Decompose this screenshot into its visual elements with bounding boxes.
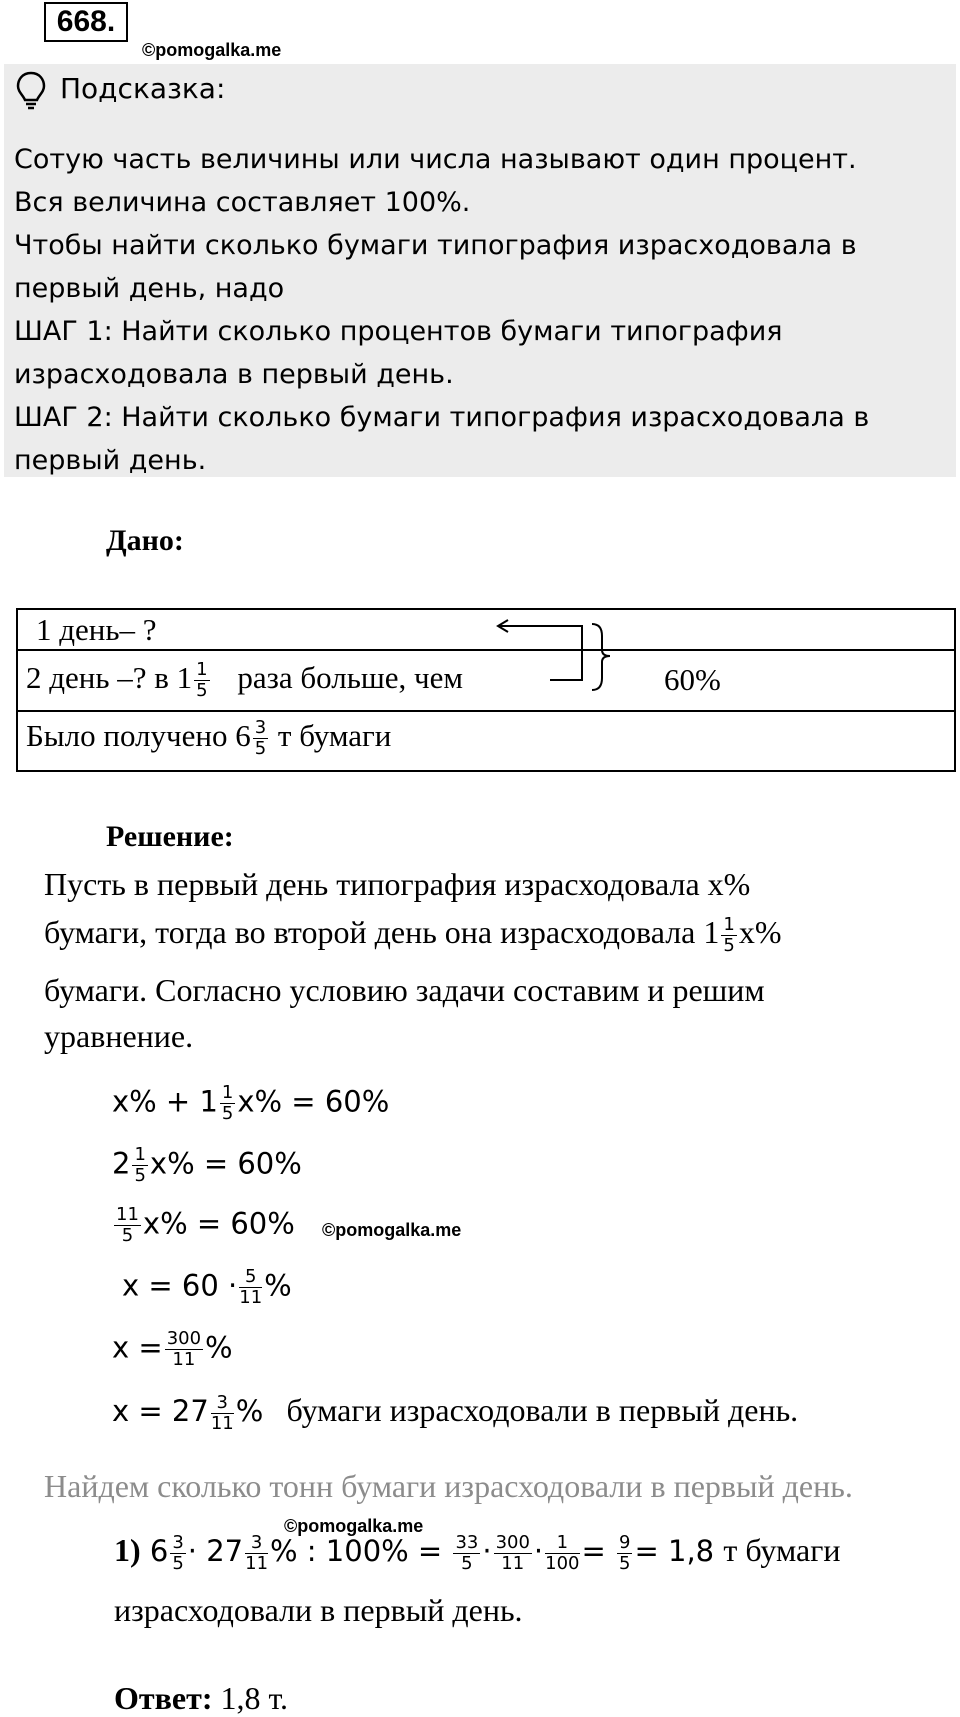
hint-line: первый день.	[14, 445, 207, 476]
hint-line: Чтобы найти сколько бумаги типография израсходовала в	[14, 230, 857, 261]
find-line: Найдем сколько тонн бумаги израсходовали в первый день.	[44, 1468, 853, 1504]
solution-text: бумаги. Согласно условию задачи составим и решим	[44, 972, 765, 1008]
problem-number: 668.	[44, 2, 128, 42]
hint-line: первый день, надо	[14, 273, 285, 304]
table-divider	[16, 649, 956, 651]
given-percent: 60%	[664, 662, 721, 697]
equation-6: x = 27 $\frac{3}{11}$ % бумаги израсходовали в первый день.	[112, 1391, 799, 1434]
hint-line: Сотую часть величины или числа называют один процент.	[14, 144, 857, 175]
given-heading: Дано:	[106, 524, 184, 557]
watermark: ©pomogalka.me	[284, 1516, 424, 1536]
equation-2: 2 $\frac{1}{5}$ x% = 60%	[112, 1144, 302, 1186]
hint-step-2: ШАГ 2: Найти сколько бумаги типография израсходовала в	[14, 402, 870, 433]
watermark: ©pomogalka.me	[322, 1220, 462, 1240]
calculation-step-1: 1) 6 $\frac{3}{5}$ · 27 $\frac{3}{11}$ % : 100% = $\frac{33}{5}$ · $\frac{300}{11}$ · $\frac{1}{100}$ = $\frac{9}{5}$ = 1,8 т бумаги	[114, 1531, 841, 1574]
hint-line: израсходовала в первый день.	[14, 359, 454, 390]
lightbulb-icon	[14, 70, 48, 110]
equation-4: x = 60 · $\frac{5}{11}$ %	[122, 1266, 292, 1308]
answer: Ответ: 1,8 т.	[114, 1680, 289, 1716]
equation-1: x% + 1 $\frac{1}{5}$ x% = 60%	[112, 1082, 390, 1124]
given-row-1: 1 день– ?	[36, 612, 157, 647]
hint-step-1: ШАГ 1: Найти сколько процентов бумаги типография	[14, 316, 783, 347]
equation-5: x = $\frac{300}{11}$ %	[112, 1328, 233, 1370]
solution-text: Пусть в первый день типография израсходовала x%	[44, 866, 751, 902]
hint-line: Вся величина составляет 100%.	[14, 187, 471, 218]
hint-text	[14, 138, 944, 482]
brace-arrow-diagram	[490, 616, 620, 706]
table-divider	[16, 710, 956, 712]
given-row-2: 2 день –? в 1 $\frac{1}{5}$ раза больше, чем	[26, 659, 463, 702]
solution-heading: Решение:	[106, 820, 234, 853]
equation-3: $\frac{11}{5}$ x% = 60%	[116, 1204, 295, 1246]
solution-text: бумаги, тогда во второй день она израсходовала 1 $\frac{1}{5}$ x%	[44, 914, 782, 957]
solution-text: уравнение.	[44, 1018, 194, 1054]
fraction: $\frac{1}{5}$	[196, 659, 208, 702]
given-row-3: Было получено 6 $\frac{3}{5}$ т бумаги	[26, 717, 392, 760]
watermark: ©pomogalka.me	[142, 40, 282, 60]
hint-title: Подсказка:	[60, 72, 226, 105]
calculation-step-1-cont: израсходовали в первый день.	[114, 1592, 523, 1628]
fraction: $\frac{3}{5}$	[254, 717, 267, 760]
